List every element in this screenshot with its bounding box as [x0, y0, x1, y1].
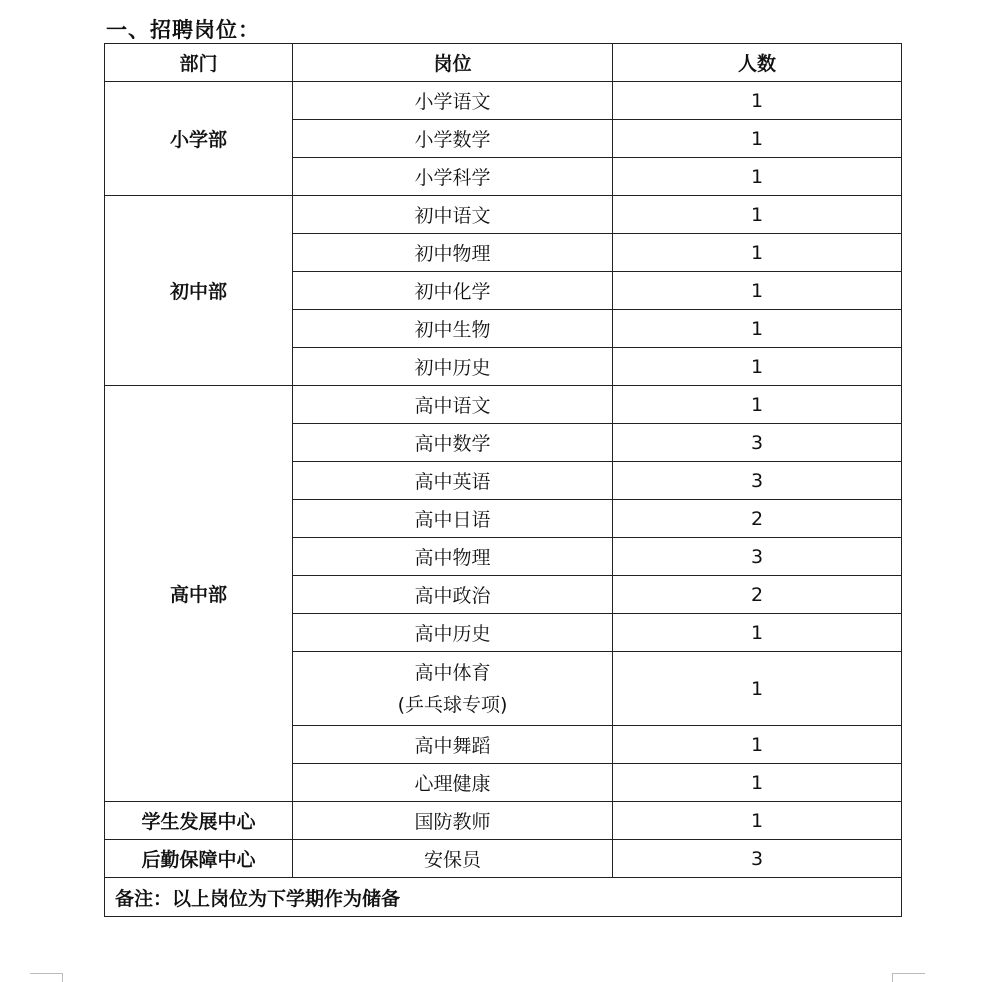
dept-cell: 后勤保障中心: [105, 840, 293, 878]
count-cell: 1: [613, 802, 902, 840]
header-dept: 部门: [105, 44, 293, 82]
post-cell: 初中物理: [293, 234, 613, 272]
post-cell: 初中化学: [293, 272, 613, 310]
section-title: 一、招聘岗位：: [106, 18, 260, 42]
post-cell: 高中舞蹈: [293, 726, 613, 764]
table-row: [105, 840, 902, 878]
post-cell: 高中数学: [293, 424, 613, 462]
count-cell: 1: [613, 272, 902, 310]
count-cell: 1: [613, 614, 902, 652]
post-cell: 小学语文: [293, 82, 613, 120]
post-cell: 初中历史: [293, 348, 613, 386]
recruitment-table: [104, 43, 902, 917]
dept-cell: 高中部: [105, 386, 293, 802]
count-cell: 3: [613, 424, 902, 462]
count-cell: 2: [613, 576, 902, 614]
count-cell: 1: [613, 82, 902, 120]
post-cell: 初中生物: [293, 310, 613, 348]
post-cell: 初中语文: [293, 196, 613, 234]
dept-cell: 初中部: [105, 196, 293, 386]
count-cell: 1: [613, 764, 902, 802]
post-cell: 安保员: [293, 840, 613, 878]
count-cell: 1: [613, 310, 902, 348]
count-cell: 1: [613, 196, 902, 234]
table-row: [105, 196, 902, 234]
post-line1: 高中体育: [414, 661, 491, 684]
post-cell: 高中语文: [293, 386, 613, 424]
post-cell: 小学科学: [293, 158, 613, 196]
count-cell: 1: [613, 652, 902, 726]
count-cell: 1: [613, 120, 902, 158]
count-cell: 1: [613, 386, 902, 424]
count-cell: 1: [613, 726, 902, 764]
note-cell: 备注：以上岗位为下学期作为储备: [105, 878, 902, 917]
count-cell: 3: [613, 840, 902, 878]
post-line2: (乒乓球专项): [397, 693, 508, 716]
table-row: [105, 82, 902, 120]
post-cell: [293, 652, 613, 726]
post-cell: 国防教师: [293, 802, 613, 840]
header-count: 人数: [613, 44, 902, 82]
post-cell: 高中英语: [293, 462, 613, 500]
post-cell: 高中日语: [293, 500, 613, 538]
post-cell: 小学数学: [293, 120, 613, 158]
post-cell: 高中政治: [293, 576, 613, 614]
count-cell: 3: [613, 538, 902, 576]
count-cell: 1: [613, 158, 902, 196]
table-row: [105, 386, 902, 424]
count-cell: 1: [613, 348, 902, 386]
table-header-row: [105, 44, 902, 82]
post-cell: 高中物理: [293, 538, 613, 576]
dept-cell: 小学部: [105, 82, 293, 196]
table-row: [105, 802, 902, 840]
post-cell: 高中历史: [293, 614, 613, 652]
header-post: 岗位: [293, 44, 613, 82]
count-cell: 2: [613, 500, 902, 538]
count-cell: 3: [613, 462, 902, 500]
count-cell: 1: [613, 234, 902, 272]
note-row: [105, 878, 902, 917]
dept-cell: 学生发展中心: [105, 802, 293, 840]
post-cell: 心理健康: [293, 764, 613, 802]
